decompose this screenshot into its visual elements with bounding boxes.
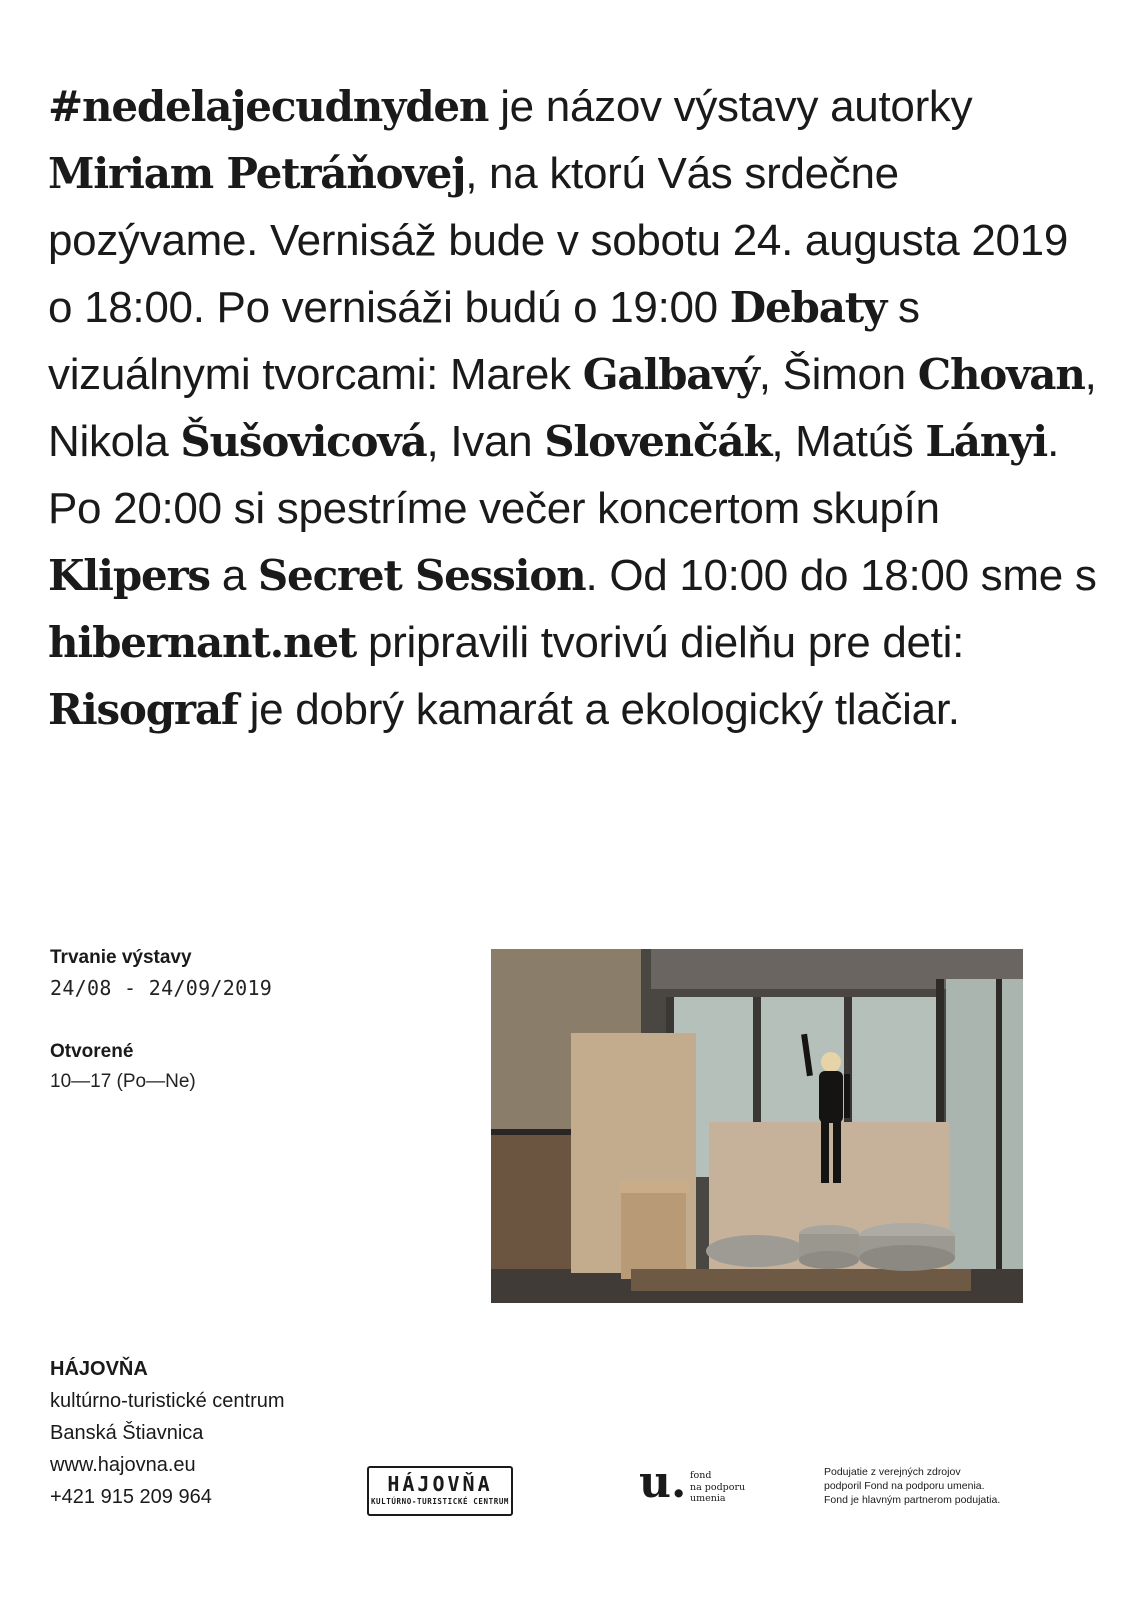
exhibition-photo	[491, 949, 1023, 1303]
intro-text-6: , Ivan	[426, 417, 545, 466]
opening-hours-value: 10—17 (Po—Ne)	[50, 1071, 196, 1092]
funding-note	[824, 1465, 1000, 1507]
fond-logo-text	[690, 1470, 745, 1505]
fond-logo-line-1: fond	[690, 1470, 712, 1481]
hibernant-link-text: hibernant.net	[48, 618, 357, 667]
venue-address	[50, 1353, 285, 1513]
funding-note-line-1: Podujatie z verejných zdrojov	[824, 1466, 961, 1478]
intro-text-12: je dobrý kamarát a ekologický tlačiar.	[237, 685, 960, 734]
artist-galbavy: Galbavý	[582, 350, 759, 399]
artist-lanyi: Lányi	[925, 417, 1048, 466]
intro-text-5: , Nikola	[48, 350, 1097, 466]
artist-susovicova: Šušovicová	[180, 417, 427, 466]
funding-note-line-3: Fond je hlavným partnerom podujatia.	[824, 1494, 1001, 1506]
band-klipers: Klipers	[48, 551, 210, 600]
artist-slovencak: Slovenčák	[544, 417, 772, 466]
venue-phone: +421 915 209 964	[50, 1486, 212, 1508]
intro-text-7: , Matúš	[771, 417, 926, 466]
intro-text-11: pripravili tvorivú dielňu pre deti:	[356, 618, 965, 667]
opening-hours-label: Otvorené	[50, 1041, 134, 1062]
hajovna-logo-title: HÁJOVŇA	[387, 1472, 493, 1496]
fond-logo-mark: u.	[639, 1457, 687, 1508]
venue-type: kultúrno-turistické centrum	[50, 1390, 285, 1412]
debaty: Debaty	[729, 283, 887, 332]
band-secret-session: Secret Session	[257, 551, 586, 600]
opening-hours-block	[50, 1037, 196, 1097]
funding-note-line-2: podporil Fond na podporu umenia.	[824, 1480, 985, 1492]
venue-name: HÁJOVŇA	[50, 1358, 148, 1380]
intro-text-1: je názov výstavy autorky	[488, 82, 973, 131]
hashtag: #nedelajecudnyden	[48, 82, 489, 131]
intro-text-2: , na ktorú Vás srdečne pozývame. Vernisáž bude v sobotu 24. augusta 2019 o 18:00. Po vernisáži budú o 19:00	[48, 149, 1069, 332]
author-name: Miriam Petráňovej	[48, 149, 466, 198]
artist-chovan: Chovan	[917, 350, 1085, 399]
invitation-text	[48, 73, 1098, 743]
risograf: Risograf	[48, 685, 238, 734]
fond-logo-line-3: umenia	[690, 1493, 726, 1504]
hajovna-logo-subtitle: KULTÚRNO-TURISTICKÉ CENTRUM	[370, 1497, 510, 1506]
fond-logo-line-2: na podporu	[690, 1481, 746, 1493]
intro-text-3: s vizuálnymi tvorcami: Marek	[48, 283, 920, 399]
intro-text-4: , Šimon	[758, 350, 918, 399]
venue-website: www.hajovna.eu	[50, 1454, 196, 1476]
hajovna-logo	[367, 1466, 513, 1516]
duration-block	[50, 943, 272, 1003]
venue-city: Banská Štiavnica	[50, 1422, 204, 1444]
intro-text-10: . Od 10:00 do 18:00 sme s	[585, 551, 1097, 600]
intro-text-8: . Po 20:00 si spestríme večer koncertom skupín	[48, 417, 1059, 533]
duration-label: Trvanie výstavy	[50, 947, 192, 968]
duration-value: 24/08 - 24/09/2019	[50, 976, 273, 1000]
intro-text-9: a	[209, 551, 258, 600]
